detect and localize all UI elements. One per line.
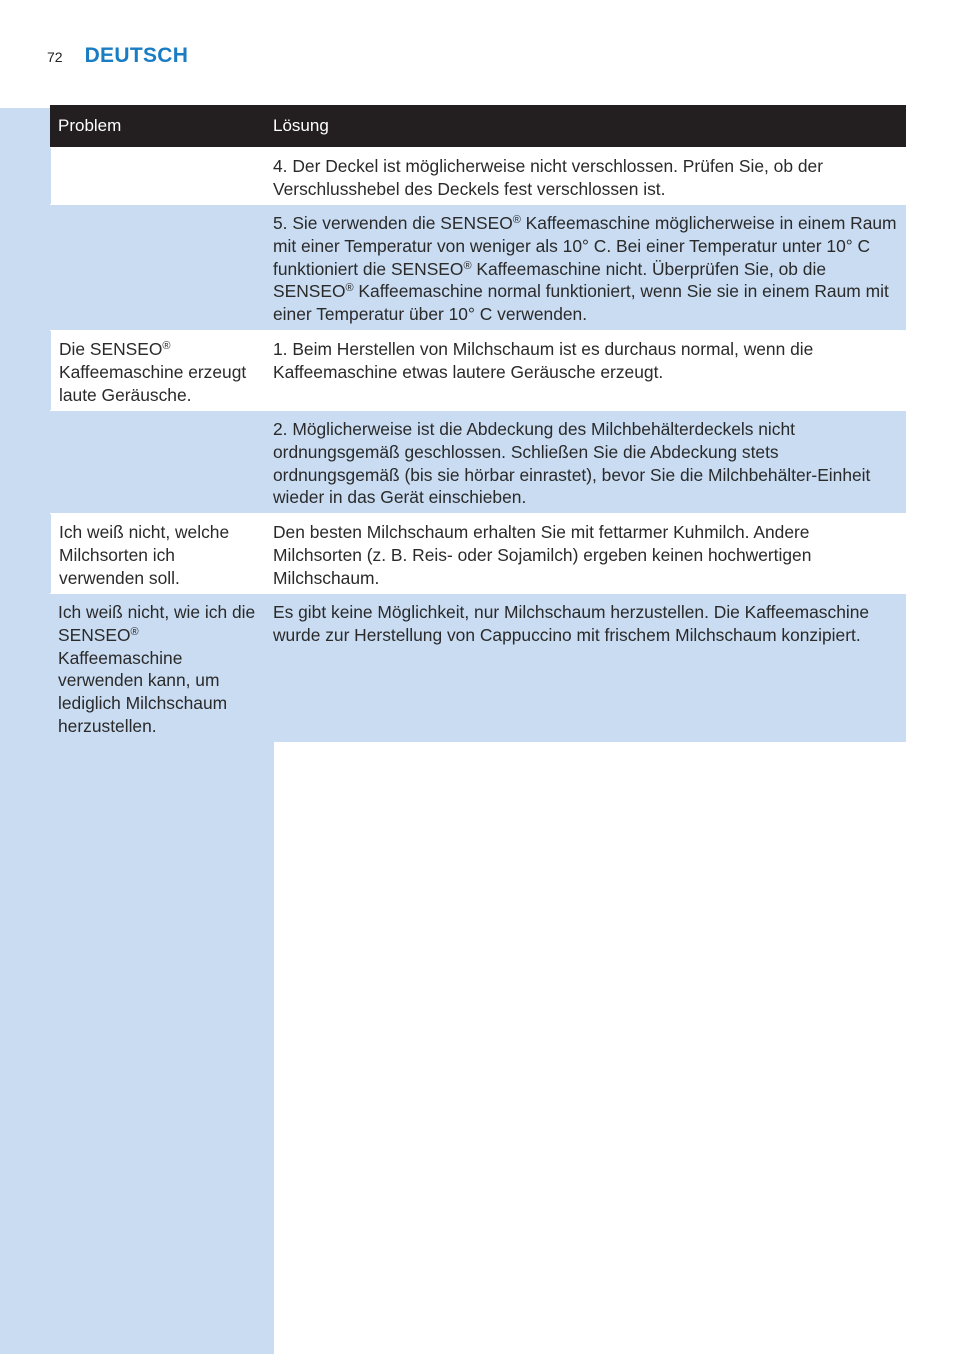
table-row xyxy=(50,330,906,410)
problem-cell xyxy=(50,594,265,742)
solution-cell: 4. Der Deckel ist möglicherweise nicht verschlossen. Prüfen Sie, ob der Verschlusshebel des Deckels fest verschlossen ist. xyxy=(273,156,823,199)
registered-mark: ® xyxy=(345,282,354,295)
table-row xyxy=(50,593,906,742)
registered-mark: ® xyxy=(463,259,472,272)
problem-cell xyxy=(50,331,265,410)
table-row xyxy=(50,204,906,330)
table-row xyxy=(50,513,906,593)
solution-text: 5. Sie verwenden die SENSEO xyxy=(273,213,513,233)
solution-cell xyxy=(265,205,906,330)
solution-cell: Den besten Milchschaum erhalten Sie mit fettarmer Kuhmilch. Andere Milchsorten (z. B. Reis- oder Sojamilch) ergeben keinen hochwertigen Milchschaum. xyxy=(273,522,812,588)
solution-text: Kaffeemaschine möglicherweise in einem Raum mit einer Temperatur von weniger als 10° C. Bei einer Temperatur unter 10° C funktioniert die SENSEO xyxy=(273,213,897,279)
language-heading: DEUTSCH xyxy=(84,44,189,67)
registered-mark: ® xyxy=(130,625,139,638)
solution-text: Kaffeemaschine normal funktioniert, wenn Sie sie in einem Raum mit einer Temperatur über 10° C verwenden. xyxy=(273,281,889,325)
problem-cell xyxy=(50,148,265,204)
table-header xyxy=(50,105,906,147)
problem-text: Kaffeemaschine verwenden kann, um lediglich Milchschaum herzustellen. xyxy=(58,647,228,736)
solution-cell: 2. Möglicherweise ist die Abdeckung des Milchbehälterdeckels nicht ordnungsgemäß geschlossen. Schließen Sie die Abdeckung stets ordnungsgemäß (bis sie hörbar einrastet), bevor Sie die Milchbehälter-Einheit wieder in das Gerät einschieben. xyxy=(273,419,871,508)
problem-text: Die SENSEO xyxy=(59,339,163,359)
page-number: 72 xyxy=(47,49,63,65)
problem-cell xyxy=(50,411,265,513)
registered-mark: ® xyxy=(512,214,521,226)
solution-cell: 1. Beim Herstellen von Milchschaum ist es durchaus normal, wenn die Kaffeemaschine etwas lautere Geräusche erzeugt. xyxy=(273,339,814,382)
column-header-solution: Lösung xyxy=(273,116,329,135)
solution-cell: Es gibt keine Möglichkeit, nur Milchschaum herzustellen. Die Kaffeemaschine wurde zur Herstellung von Cappuccino mit frischem Milchschaum konzipiert. xyxy=(273,602,870,645)
problem-cell: Ich weiß nicht, welche Milchsorten ich verwenden soll. xyxy=(50,514,265,593)
problem-text: Ich weiß nicht, wie ich die SENSEO xyxy=(58,602,256,645)
solution-text: Kaffeemaschine nicht. Überprüfen Sie, ob die SENSEO xyxy=(273,258,827,302)
table-row xyxy=(50,147,906,204)
table-row xyxy=(50,410,906,513)
troubleshooting-table xyxy=(50,105,906,742)
registered-mark: ® xyxy=(162,340,171,352)
problem-text: Kaffeemaschine erzeugt laute Geräusche. xyxy=(59,361,247,405)
column-header-problem: Problem xyxy=(58,116,122,135)
problem-cell xyxy=(50,205,265,330)
page-header xyxy=(47,44,188,78)
